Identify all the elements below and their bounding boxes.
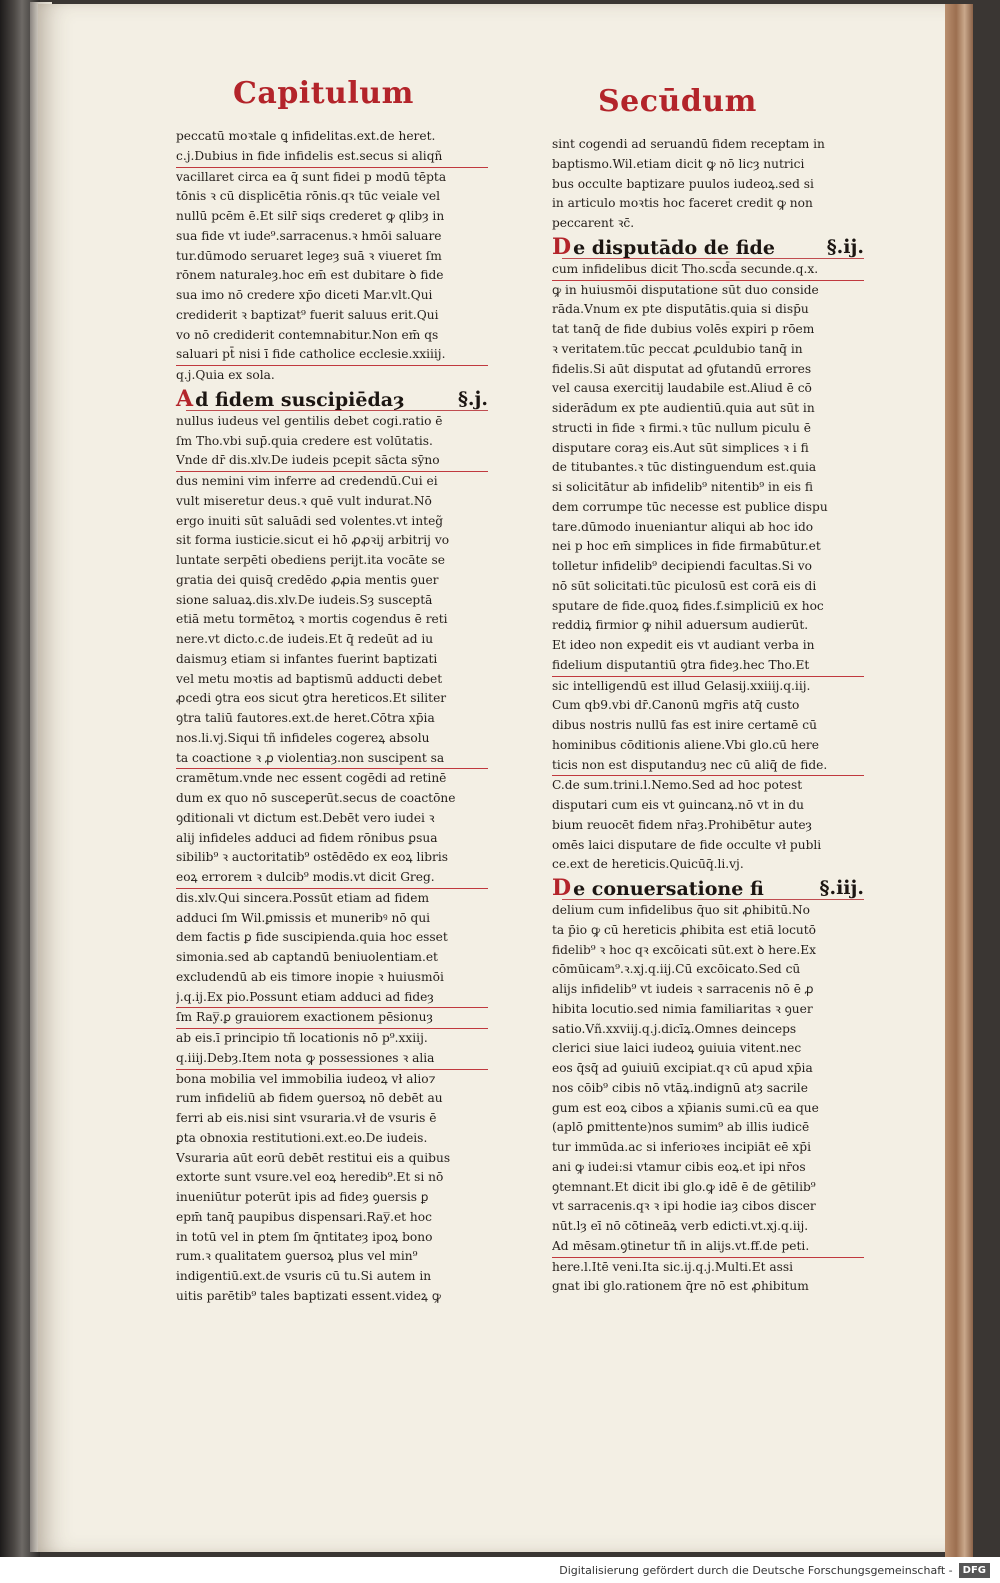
text-line: ta coactione ꝛ ꝓ violentiaȝ.non suscipent sa xyxy=(176,749,488,770)
text-line: dibus nostris nullū fas est inire certamē cū xyxy=(552,718,817,732)
text-line: nos cōib⁹ cibis nō vtāꝝ.indignū atȝ sacrile xyxy=(552,1080,808,1095)
text-line: simonia.sed ab captandū beniuolentiam.et xyxy=(176,950,438,964)
text-line: ab eis.ī principio tñ locationis nō p⁹.xxiij. xyxy=(176,1031,428,1045)
text-line: fidelis.Si aūt disputat ad ꝯfutandū errores xyxy=(552,361,812,376)
text-line: tur.dūmodo seruaret legeȝ suā ꝛ viueret ſm xyxy=(176,248,442,263)
text-line: disputari cum eis vt ꝯuincanꝝ.nō vt in du xyxy=(552,798,804,812)
text-line: ꝯtra taliū fautores.ext.de heret.Cōtra xp̄ia xyxy=(176,711,435,725)
right-column-text-block-3 xyxy=(552,901,864,1297)
text-line: excludendū ab eis timore inopie ꝛ huiusmōi xyxy=(176,969,444,984)
section-3-title: e conuersatione fi xyxy=(573,878,764,900)
footer-credit-text: Digitalisierung gefördert durch die Deutsche Forschungsgemeinschaft - xyxy=(559,1563,953,1577)
text-line: sibilib⁹ ꝛ auctoritatib⁹ ostēdēdo ex eoꝝ libris xyxy=(176,850,449,865)
text-line: peccatū moꝛtale ꝗ infidelitas.ext.de heret. xyxy=(176,129,436,143)
text-line: sic intelligendū est illud Gelasij.xxiiij.q.iij. xyxy=(552,678,811,693)
text-line: sit forma iusticie.sicut ei hō ꝓꝓꝛij arbitrij vo xyxy=(176,533,450,548)
section-heading-2 xyxy=(552,234,864,260)
text-line: Cum qb9.vbi dr̄.Canonū mgr̄is atq̄ custo xyxy=(552,698,800,713)
text-line: vt sarracenis.qꝛ ꝛ ipi hodie iaȝ cibos discer xyxy=(552,1199,816,1214)
text-line: Ad mēsam.ꝯtinetur tñ in alijs.vt.ff.de peti. xyxy=(552,1237,864,1258)
text-line: ſm Ray̅.ꝑ grauiorem exactionem pēsionuȝ xyxy=(176,1008,488,1029)
text-line: nullus iudeus vel gentilis debet cogi.ratio ē xyxy=(176,413,443,428)
text-line: dis.xlv.Qui sincera.Possūt etiam ad fidem xyxy=(176,890,430,905)
left-column-text-block-2 xyxy=(176,412,488,1307)
text-line: ſm Tho.vbi sup̄.quia credere est volūtatis. xyxy=(176,433,433,448)
text-line: saluari pt̄ nisi ī fide catholice ecclesie.xxiiij. xyxy=(176,345,488,366)
text-line: rōnem naturaleȝ.hoc em̄ est dubitare ꝺ fide xyxy=(176,268,444,283)
text-line: daismuȝ etiam si infantes fuerint baptizati xyxy=(176,651,438,666)
left-column xyxy=(176,127,488,1307)
text-line: ꝯtemnant.Et dicit ibi glo.ꝙ idē ē de gētilib⁹ xyxy=(552,1179,816,1194)
right-column-text-block-1 xyxy=(552,135,864,234)
text-line: indigentiū.ext.de vsuris cū tu.Si autem in xyxy=(176,1269,432,1283)
text-line: cum infidelibus dicit Tho.scd̄a secunde.q.x. xyxy=(552,260,864,281)
text-line: ani ꝙ iudei:si vtamur cibis eoꝝ.et ipi nr̄os xyxy=(552,1159,806,1174)
text-line: Et ideo non expedit eis vt audiant verba in xyxy=(552,638,815,652)
text-line: fidelium disputantiū ꝯtra fideȝ.hec Tho.Et xyxy=(552,656,864,677)
text-line: ꝛ veritatem.tūc peccat ꝓculdubio tanq̄ in xyxy=(552,341,803,356)
text-line: vacillaret circa ea q̄ sunt fidei p modū tēpta xyxy=(176,169,447,184)
text-line: structi in fide ꝛ firmi.ꝛ tūc nullum piculu ē xyxy=(552,420,811,435)
text-line: reddiꝝ firmior ꝙ nihil aduersum audierūt. xyxy=(552,618,809,633)
section-2-initial: D xyxy=(552,233,572,260)
text-line: eoꝝ errorem ꝛ dulcib⁹ modis.vt dicit Greg. xyxy=(176,868,488,889)
text-line: delium cum infidelibus q̄uo sit ꝓhibitū.No xyxy=(552,903,810,917)
text-line: j.q.ij.Ex pio.Possunt etiam adduci ad fideȝ xyxy=(176,988,488,1009)
text-line: peccarent ꝛc̄. xyxy=(552,216,635,230)
text-line: bium reuocēt fidem nr̄aȝ.Prohibētur auteȝ xyxy=(552,817,812,832)
text-line: hibita locutio.sed nimia familiaritas ꝛ ꝯuer xyxy=(552,1001,813,1016)
text-line: uitis parētib⁹ tales baptizati essent.videꝝ ꝙ xyxy=(176,1288,441,1303)
section-3-initial: D xyxy=(552,875,572,901)
text-line: nō sūt solicitati.tūc piculosū est corā eis di xyxy=(552,578,817,593)
section-heading-1 xyxy=(176,386,488,412)
text-line: extorte sunt vsure.vel eoꝝ heredib⁹.Et si nō xyxy=(176,1170,444,1185)
text-line: tur immūda.ac si inferioꝛes incipiāt eē xp̄i xyxy=(552,1140,811,1154)
text-line: epm̄ tanq̄ paupibus dispensari.Ray̅.et hoc xyxy=(176,1209,432,1224)
running-head-right xyxy=(598,84,757,119)
text-line: dem factis ꝑ fide suscipienda.quia hoc esset xyxy=(176,930,448,945)
text-line: vel causa exercitij laudabile est.Aliud ē cō xyxy=(552,381,812,396)
page-fore-edge xyxy=(945,4,973,1564)
text-line: gum est eoꝝ cibos a xp̄ianis sumi.cū ea que xyxy=(552,1100,819,1115)
text-line: gratia dei quisq̄ credēdo ꝓꝓia mentis ꝯuer xyxy=(176,572,439,587)
text-line: sua imo nō credere xp̄o diceti Mar.vlt.Qui xyxy=(176,288,433,302)
text-line: satio.Vñ.xxviij.q.j.dicīꝝ.Omnes deinceps xyxy=(552,1021,797,1036)
text-line: nos.li.vj.Siqui tñ infideles cogereꝝ absolu xyxy=(176,730,430,745)
text-line: sint cogendi ad seruandū fidem receptam in xyxy=(552,137,825,151)
text-line: tat tanq̄ de fide dubius volēs expiri p rōem xyxy=(552,322,815,336)
section-1-paragraph-mark: §.j. xyxy=(457,387,488,410)
text-line: sione saluaꝝ.dis.xlv.De iudeis.Sȝ susceptā xyxy=(176,592,433,607)
text-line: cōmūicam⁹.ꝛ.xj.q.iij.Cū excōicato.Sed cū xyxy=(552,962,801,977)
text-line: tolletur infidelib⁹ decipiendi facultas.Si vo xyxy=(552,559,812,573)
section-2-paragraph-mark: §.ij. xyxy=(826,235,864,258)
text-line: sputare de fide.quoꝝ fides.f.simpliciū ex hoc xyxy=(552,598,824,613)
text-line: vel metu moꝛtis ad baptismū adducti debet xyxy=(176,671,443,686)
text-line: siderādum ex pte audientiū.quia aut sūt in xyxy=(552,401,815,415)
text-line: ergo inuiti sūt saluādi sed volentes.vt integ̃ xyxy=(176,513,444,528)
text-line: dum ex quo nō susceꝑerūt.secus de coactōne xyxy=(176,791,456,805)
right-column xyxy=(552,135,864,1297)
text-line: nullū pcēm ē.Et silr̄ siqs crederet ꝙ qlibȝ in xyxy=(176,209,445,223)
text-line: ꝓcedi ꝯtra eos sicut ꝯtra hereticos.Et siliter xyxy=(176,691,447,706)
text-line: tōnis ꝛ cū displicētia rōnis.qꝛ tūc veiale vel xyxy=(176,189,441,204)
text-line: nere.vt dicto.c.de iudeis.Et q̄ redeūt ad iu xyxy=(176,632,434,646)
right-column-text-block-2 xyxy=(552,260,864,875)
running-head-left xyxy=(233,76,414,111)
text-line: gnat ibi glo.rationem q̄re nō est ꝓhibitum xyxy=(552,1279,809,1294)
text-line: eos q̄sq̄ ad ꝯuiuiū excipiat.qꝛ cū apud xp̄ia xyxy=(552,1061,813,1075)
running-head-left-text: Capitulum xyxy=(233,76,414,111)
text-line: ticis non est disputanduȝ nec cū aliq̄ de fide. xyxy=(552,756,864,777)
text-line: alijs infidelib⁹ vt iudeis ꝛ sarracenis nō ē ꝓ xyxy=(552,982,814,996)
text-line: c.j.Dubius in fide infidelis est.secus si aliqñ xyxy=(176,147,488,168)
section-3-paragraph-mark: §.iij. xyxy=(819,877,864,899)
text-line: bus occulte baptizare puulos iudeoꝝ.sed si xyxy=(552,176,814,191)
manuscript-page xyxy=(38,4,973,1552)
text-line: omēs laici disputare de fide occulte vł publi xyxy=(552,837,822,852)
text-line: baptismo.Wil.etiam dicit ꝙ nō licȝ nutrici xyxy=(552,156,805,171)
text-line: tare.dūmodo inueniantur aliqui ab hoc ido xyxy=(552,519,814,534)
text-line: ferri ab eis.nisi sint vsuraria.vł de vsuris ē xyxy=(176,1111,437,1125)
text-line: Vnde dr̄ dis.xlv.De iudeis pcepit sācta sȳno xyxy=(176,451,488,472)
text-line: etiā metu tormētoꝝ ꝛ mortis cogendus ē reti xyxy=(176,612,448,627)
text-line: alij infideles adduci ad fidem rōnibus ꝑsua xyxy=(176,830,438,845)
text-line: ꝙ in huiusmōi disputatione sūt duo conside xyxy=(552,282,819,297)
section-1-title: d fidem suscipiēdaȝ xyxy=(195,388,405,411)
text-line: cramētum.vnde nec essent cogēdi ad retinē xyxy=(176,771,447,786)
text-line: disputare coraȝ eis.Aut sūt simplices ꝛ i fi xyxy=(552,440,809,455)
text-line: in totū vel in ꝑtem ſm q̄ntitateȝ ipoꝝ bono xyxy=(176,1229,433,1244)
text-line: q.j.Quia ex sola. xyxy=(176,368,275,382)
text-line: ta p̄io ꝙ cū hereticis ꝓhibita est etiā locutō xyxy=(552,922,816,937)
text-line: q.iiij.Debȝ.Item nota ꝙ possessiones ꝛ alia xyxy=(176,1049,488,1070)
text-line: clerici siue laici iudeoꝝ ꝯuiuia vitent.nec xyxy=(552,1041,802,1056)
text-line: here.l.Itē veni.Ita sic.ij.q.j.Multi.Et assi xyxy=(552,1259,794,1274)
section-2-title: e disputādo de fide xyxy=(573,236,775,259)
text-line: crediderit ꝛ baptizat⁹ fuerit saluus erit.Qui xyxy=(176,307,439,322)
dfg-logo: DFG xyxy=(959,1563,990,1578)
section-heading-3 xyxy=(552,875,864,901)
text-line: fidelib⁹ ꝛ hoc qꝛ excōicati sūt.ext ꝺ here.Ex xyxy=(552,942,817,957)
text-line: sua fide vt iude⁹.sarracenus.ꝛ hmōi saluare xyxy=(176,228,442,243)
text-line: (aplō ꝑmittente)nos sumim⁹ ab illis iudicē xyxy=(552,1120,810,1135)
section-1-initial: A xyxy=(176,385,194,412)
footer-bar xyxy=(0,1557,1000,1583)
text-line: ce.ext de hereticis.Quicūq̄.li.vj. xyxy=(552,857,744,872)
text-line: de titubantes.ꝛ tūc distinguendum est.quia xyxy=(552,460,817,475)
left-column-text-block-1 xyxy=(176,127,488,386)
text-line: dus nemini vim inferre ad credendū.Cui ei xyxy=(176,474,438,488)
text-line: C.de sum.trini.l.Nemo.Sed ad hoc potest xyxy=(552,778,803,793)
text-line: inueniūtur poterūt ipis ad fideȝ ꝯuersis ꝑ xyxy=(176,1190,429,1204)
text-line: luntate serpēti obediens perijt.ita vocāte se xyxy=(176,553,445,567)
text-line: ꝯditionali vt dictum est.Debēt vero iudei ꝛ xyxy=(176,810,435,825)
text-line: vult miseretur deus.ꝛ quē vult indurat.Nō xyxy=(176,493,432,508)
text-line: dem corrumpe tūc necesse est publice dispu xyxy=(552,499,828,514)
text-line: rāda.Vnum ex pte disputātis.quia si disp̄u xyxy=(552,302,809,317)
text-line: nei p hoc em̄ simplices in fide firmabūtur.et xyxy=(552,539,821,554)
text-line: adduci ſm Wil.ꝑmissis et muneribꝰ nō qui xyxy=(176,910,431,925)
text-line: bona mobilia vel immobilia iudeoꝝ vł alio⁊ xyxy=(176,1071,436,1086)
text-line: rum.ꝛ qualitatem ꝯuersoꝝ plus vel min⁹ xyxy=(176,1249,418,1264)
text-line: si solicitātur ab infidelib⁹ nitentib⁹ in eis fi xyxy=(552,480,813,494)
text-line: rum infideliū ab fidem ꝯuersoꝝ nō debēt au xyxy=(176,1091,443,1106)
text-line: nūt.lȝ eī nō cōtineāꝝ verb edicti.vt.xj.q.iij. xyxy=(552,1219,809,1233)
text-line: ꝑta obnoxia restitutioni.ext.eo.De iudeis. xyxy=(176,1130,428,1145)
text-line: hominibus cōditionis aliene.Vbi glo.cū here xyxy=(552,737,819,752)
text-line: in articulo moꝛtis hoc faceret credit ꝙ non xyxy=(552,196,813,211)
text-line: vo nō crediderit contemnabitur.Non em̄ qs xyxy=(176,327,439,342)
text-line: Vsuraria aūt eorū debēt restitui eis a quibus xyxy=(176,1150,451,1165)
running-head-right-text: Secūdum xyxy=(598,84,757,119)
